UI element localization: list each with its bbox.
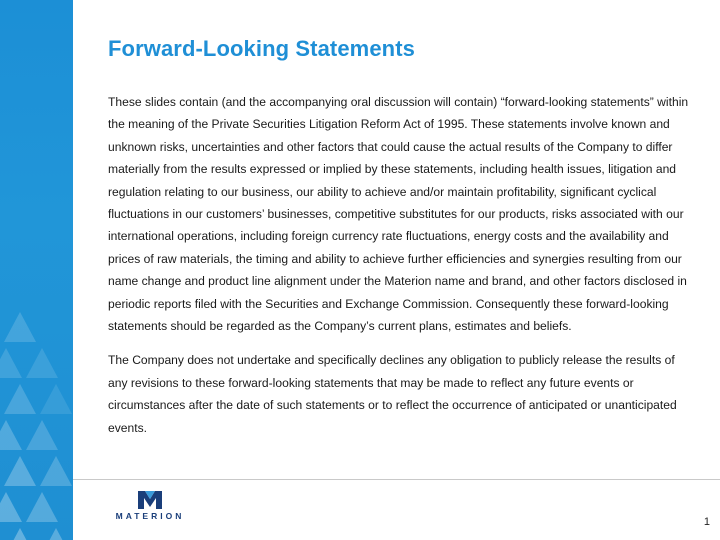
paragraph-forward-looking: These slides contain (and the accompanying oral discussion will contain) “forward-looking statements” within the meaning of the Private Securities Litigation Reform Act of 1995. These statements involve known and unknown risks, uncertainties and other factors that could cause the actual results of the Company to differ materially from the results expressed or implied by these statements, including health issues, litigation and regulation relating to our business, our ability to achieve and/or maintain profitability, significant cyclical fluctuations in our customers’ businesses, competitive substitutes for our products, risks associated with our international operations, including foreign currency rate fluctuations, energy costs and the availability and prices of raw materials, the timing and ability to achieve further efficiencies and synergies resulting from our name change and product line alignment under the Materion name and brand, and other factors disclosed in periodic reports filed with the Securities and Exchange Commission. Consequently these forward-looking statements should be regarded as the Company’s current plans, estimates and beliefs. [108,95,689,334]
materion-m-logo-icon [136,489,164,509]
paragraph-no-obligation: The Company does not undertake and specifically declines any obligation to publicly release the results of any revisions to these forward-looking statements that may be made to reflect any future events or circumstances after the date of such statements or to reflect the occurrence of anticipated or unanticipated events. [108,353,677,435]
footer-divider [73,479,720,480]
page-number: 1 [703,516,710,528]
slide-title: Forward-Looking Statements [108,36,415,61]
triangle-pattern-icon [0,0,73,540]
slide-body [108,91,693,451]
materion-logo [106,489,194,525]
side-band-decoration [0,0,73,540]
logo-wordmark: MATERION [115,511,185,521]
